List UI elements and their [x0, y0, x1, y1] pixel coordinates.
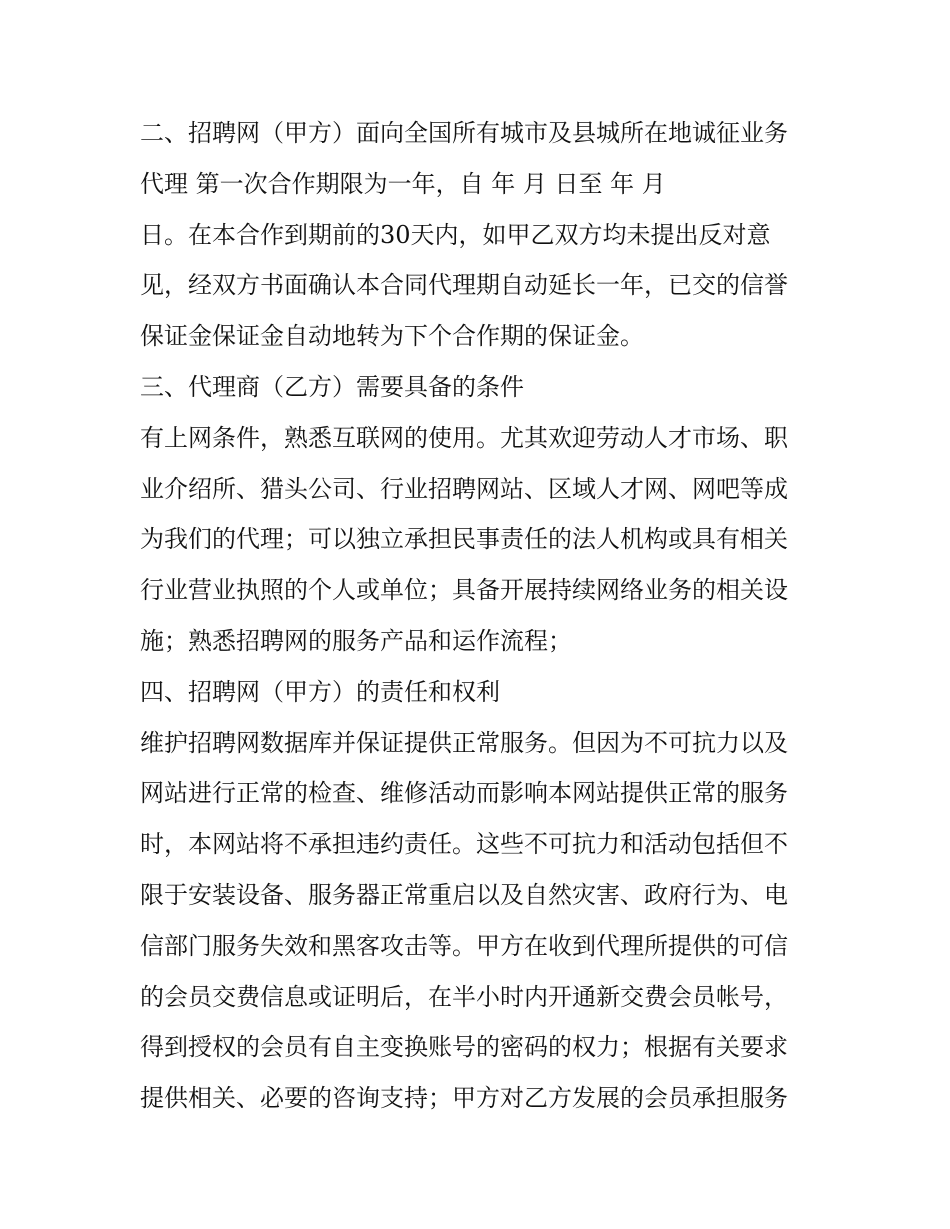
text-line: 见，经双方书面确认本合同代理期自动延长一年，已交的信誉: [140, 271, 788, 300]
text-line: 得到授权的会员有自主变换账号的密码的权力；根据有关要求: [140, 1033, 788, 1062]
text-line: 维护招聘网数据库并保证提供正常服务。但因为不可抗力以及: [140, 728, 788, 757]
text-line: 限于安装设备、服务器正常重启以及自然灾害、政府行为、电: [140, 880, 788, 909]
text-line: 有上网条件，熟悉互联网的使用。尤其欢迎劳动人才市场、职: [140, 423, 788, 452]
text-line: 的会员交费信息或证明后，在半小时内开通新交费会员帐号，: [140, 982, 788, 1011]
text-line: 提供相关、必要的咨询支持；甲方对乙方发展的会员承担服务: [140, 1084, 788, 1113]
text-line: 时，本网站将不承担违约责任。这些不可抗力和活动包括但不: [140, 830, 788, 859]
text-line: 行业营业执照的个人或单位；具备开展持续网络业务的相关设: [140, 576, 788, 605]
text-line: 网站进行正常的检查、维修活动而影响本网站提供正常的服务: [140, 779, 788, 808]
text-line: 代理 第一次合作期限为一年，自 年 月 日至 年 月: [140, 169, 666, 198]
text-line: 保证金保证金自动地转为下个合作期的保证金。: [140, 322, 644, 351]
section-3-heading: 三、代理商（乙方）需要具备的条件: [140, 372, 524, 401]
text-line: 日。在本合作到期前的30天内，如甲乙双方均未提出反对意: [140, 220, 771, 249]
document-body: [140, 108, 820, 1124]
text-line: 信部门服务失效和黑客攻击等。甲方在收到代理所提供的可信: [140, 931, 788, 960]
section-2-heading-line: 二、招聘网（甲方）面向全国所有城市及县城所在地诚征业务: [140, 119, 788, 147]
text-line: 施；熟悉招聘网的服务产品和运作流程；: [140, 626, 572, 655]
text-line: 业介绍所、猎头公司、行业招聘网站、区域人才网、网吧等成: [140, 474, 788, 503]
text-line: 为我们的代理；可以独立承担民事责任的法人机构或具有相关: [140, 525, 788, 554]
section-4-heading: 四、招聘网（甲方）的责任和权利: [140, 677, 500, 706]
